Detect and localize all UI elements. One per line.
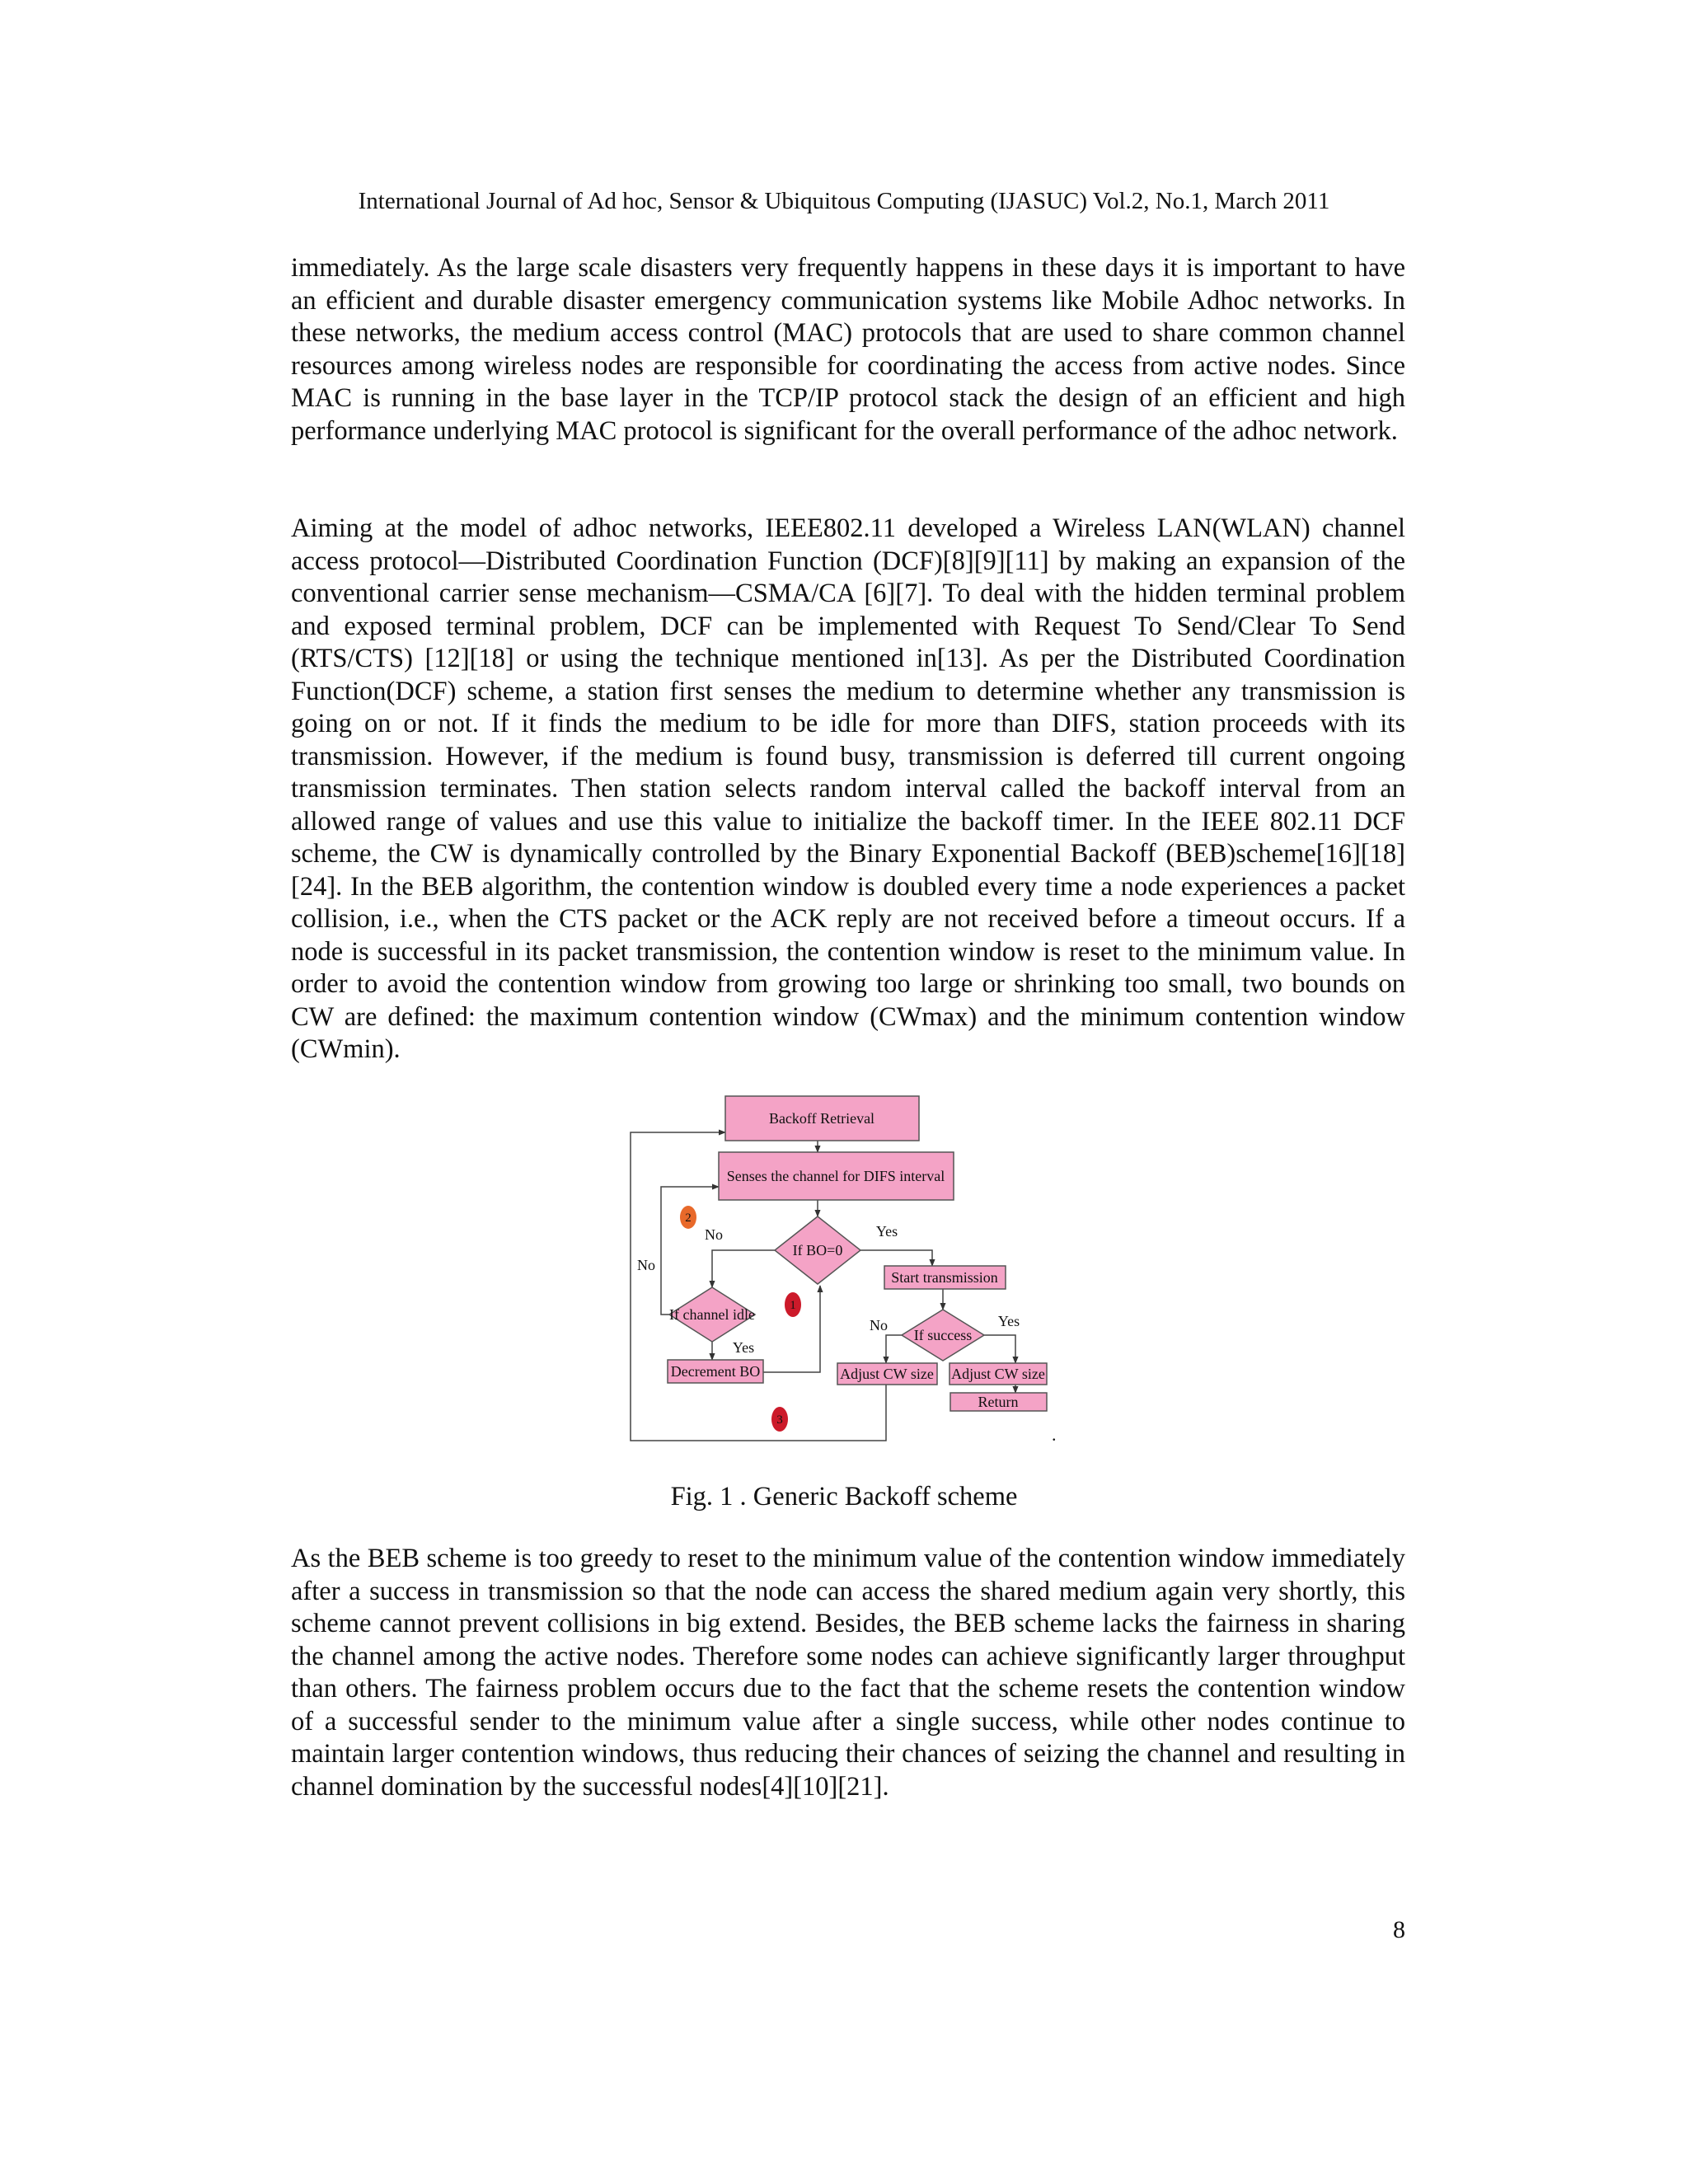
- label-if-success: If success: [913, 1327, 973, 1343]
- paragraph-3: As the BEB scheme is too greedy to reset to the minimum value of the contention window immediately after a success in transmission so that the node can access the shared medium again very shortly, this scheme cannot prevent collisions in big extend. Besides, the BEB scheme lacks the fairness in sharing the channel among the active nodes. Therefore some nodes can achieve significantly larger throughput than others. The fairness problem occurs due to the fact that the scheme resets the contention window of a successful sender to the minimum value after a single success, while other nodes continue to maintain larger contention windows, thus reducing their chances of seizing the channel and resulting in channel domination by the successful nodes[4][10][21].: [291, 1544, 1405, 1802]
- edge-label-success-yes: Yes: [997, 1313, 1020, 1329]
- edge-label-bo-yes: Yes: [875, 1223, 898, 1240]
- paragraph-1: immediately. As the large scale disasters very frequently happens in these days it is important to have an efficient and durable disaster emergency communication systems like Mobile Adhoc networks. In these networks, the medium access control (MAC) protocols that are used to share common channel resources among wireless nodes are responsible for coordinating the access from active nodes. Since MAC is running in the base layer in the TCP/IP protocol stack the design of an efficient and high performance underlying MAC protocol is significant for the overall performance of the adhoc network.: [291, 253, 1405, 446]
- marker-2-label: 2: [685, 1212, 692, 1225]
- paragraph-2: Aiming at the model of adhoc networks, IEEE802.11 developed a Wireless LAN(WLAN) channel access protocol—Distributed Coordination Function (DCF)[8][9][11] by making an expansion of the conventional carrier sense mechanism—CSMA/CA [6][7]. To deal with the hidden terminal problem and exposed terminal problem, DCF can be implemented with Request To Send/Clear To Send (RTS/CTS) [12][18] or using the technique mentioned in[13]. As per the Distributed Coordination Function(DCF) scheme, a station first senses the medium to determine whether any transmission is going on or not. If it finds the medium to be idle for more than DIFS, station proceeds with its transmission. However, if the medium is found busy, transmission is deferred till current ongoing transmission terminates. Then station selects random interval called the backoff interval from an allowed range of values and use this value to initialize the backoff timer. In the IEEE 802.11 DCF scheme, the CW is dynamically controlled by the Binary Exponential Backoff (BEB)scheme[16][18][24]. In the BEB algorithm, the contention window is doubled every time a node experiences a packet collision, i.e., when the CTS packet or the ACK reply are not received before a timeout occurs. If a node is successful in its packet transmission, the contention window is reset to the minimum value. In order to avoid the contention window from growing too large or shrinking too small, two bounds on CW are defined: the maximum contention window (CWmax) and the minimum contention window (CWmin).: [291, 513, 1405, 1064]
- label-senses-channel: Senses the channel for DIFS interval: [726, 1168, 945, 1184]
- edge-label-idle-no: No: [637, 1257, 655, 1273]
- label-if-bo-zero: If BO=0: [792, 1242, 843, 1258]
- edge-label-bo-no: No: [705, 1226, 723, 1243]
- label-decrement-bo: Decrement BO: [670, 1363, 761, 1380]
- label-backoff-retrieval: Backoff Retrieval: [768, 1110, 875, 1127]
- label-start-transmission: Start transmission: [891, 1269, 998, 1286]
- label-if-channel-idle: If channel idle: [669, 1306, 755, 1323]
- page-number: 8: [1393, 1916, 1405, 1943]
- label-adjust-cw-success: Adjust CW size: [951, 1366, 1045, 1382]
- edge-label-idle-yes: Yes: [732, 1339, 755, 1356]
- stray-dot: .: [1052, 1424, 1057, 1445]
- marker-1-label: 1: [790, 1299, 796, 1312]
- marker-3-label: 3: [776, 1413, 783, 1427]
- edge-label-success-no: No: [870, 1317, 888, 1333]
- label-adjust-cw-fail: Adjust CW size: [840, 1366, 934, 1382]
- running-header: International Journal of Ad hoc, Sensor & Ubiquitous Computing (IJASUC) Vol.2, No.1, March 2011: [358, 188, 1330, 214]
- figure-caption: Fig. 1 . Generic Backoff scheme: [670, 1482, 1018, 1511]
- label-return: Return: [978, 1394, 1019, 1410]
